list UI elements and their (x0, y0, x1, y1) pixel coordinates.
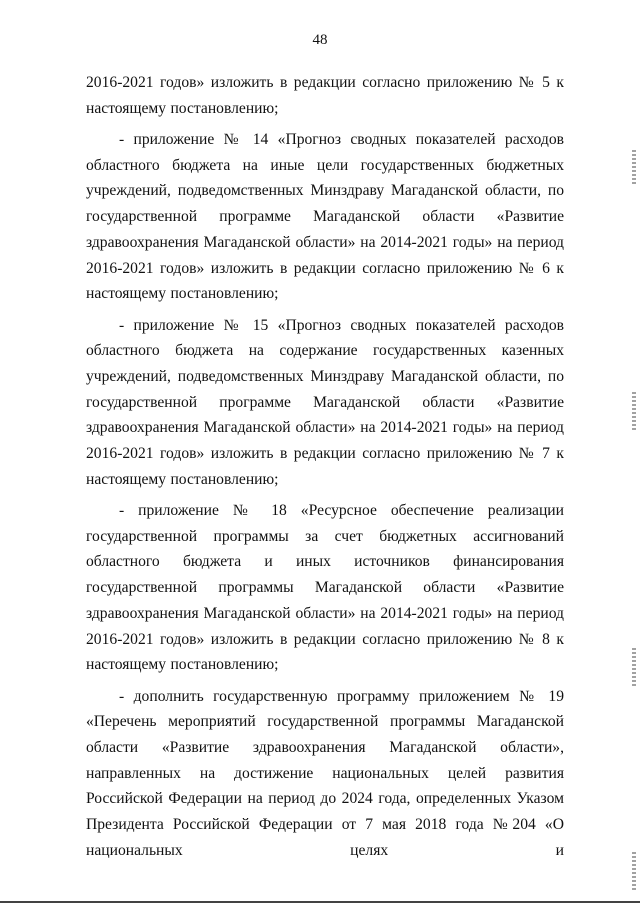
paragraph-appendix-14: - приложение № 14 «Прогноз сводных показателей расходов областного бюджета на иные цели государственных бюджетных учреждений, подведомственных Минздраву Магаданской области, по государственной программе Магаданской области «Развитие здравоохранения Магаданской области» на 2014-2021 годы» на период 2016-2021 годов» изложить в редакции согласно приложению № 6 к настоящему постановлению; (86, 131, 564, 303)
document-body (86, 70, 564, 869)
paragraph-appendix-19: - дополнить государственную программу приложением № 19 «Перечень мероприятий государственной программы Магаданской области «Развитие здравоохранения Магаданской области», направленных на достижение национальных целей развития Российской Федерации на период до 2024 года, определенных Указом Президента Российской Федерации от 7 мая 2018 года №204 «О национальных целях и (86, 687, 564, 859)
paragraph-appendix-15: - приложение № 15 «Прогноз сводных показателей расходов областного бюджета на содержание государственных казенных учреждений, подведомственных Минздраву Магаданской области, по государственной программе Магаданской области «Развитие здравоохранения Магаданской области» на 2014-2021 годы» на период 2016-2021 годов» изложить в редакции согласно приложению № 7 к настоящему постановлению; (86, 316, 564, 488)
paragraph-continuation: 2016-2021 годов» изложить в редакции согласно приложению № 5 к настоящему постановлению; (86, 74, 564, 117)
paragraph-appendix-18: - приложение № 18 «Ресурсное обеспечение реализации государственной программы за счет бюджетных ассигнований областного бюджета и иных источников финансирования государственной программы Магаданской области «Развитие здравоохранения Магаданской области» на 2014-2021 годы» на период 2016-2021 годов» изложить в редакции согласно приложению № 8 к настоящему постановлению; (86, 502, 564, 674)
scan-edge-mark (632, 392, 636, 432)
scan-edge-mark (632, 150, 636, 186)
scan-bottom-edge (0, 901, 640, 903)
scan-edge-mark (632, 648, 636, 688)
page-number: 48 (312, 32, 328, 48)
scan-edge-mark (632, 852, 636, 892)
